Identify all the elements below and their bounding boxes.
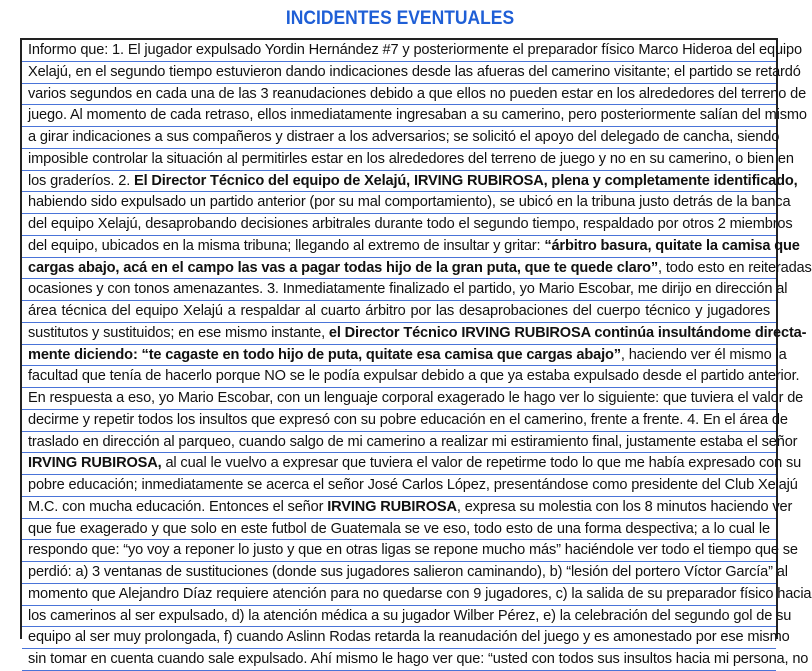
text-segment: , todo esto en reiteradas <box>658 259 812 276</box>
text-segment: En respuesta a eso, yo Mario Escobar, con un lenguaje corporal exagerado le hago ver lo siguiente: que tuviera el valor de <box>28 390 804 406</box>
text-segment: los camerinos al ser expulsado, d) la atención médica a su jugador Wilber Pérez, e) la celebración del segundo gol de su <box>28 607 792 624</box>
text-segment: momento que Alejandro Díaz requiere atención para no quedarse con 9 jugadores, c) la salida de su preparador físico hacia <box>28 585 812 602</box>
bold-text-segment: el Director Técnico IRVING RUBIROSA continúa insultándome directa- <box>328 324 807 341</box>
text-line <box>22 366 800 388</box>
text-segment: del equipo, ubicados en la misma tribuna; llegando al extremo de insultar y gritar: <box>28 237 545 254</box>
text-segment: sin tomar en cuenta cuando sale expulsado. Ahí mismo le hago ver que: “usted con todos sus insultos hacia mi persona, no <box>28 651 809 667</box>
text-segment: equipo al ser muy prolongada, f) cuando Aslinn Rodas retarda la reanudación del juego y es amonestado por ese mismo <box>28 629 790 646</box>
text-line <box>22 606 792 628</box>
text-line <box>22 171 798 193</box>
text-line <box>22 540 798 562</box>
text-line <box>22 519 776 541</box>
text-segment: ocasiones y con tonos amenazantes. 3. Inmediatamente finalizado el partido, yo Mario Escobar, me dirijo en dirección al <box>28 281 788 298</box>
text-line <box>22 62 801 84</box>
text-segment: facultad que tenía de hacerlo porque NO se le podía expulsar debido a que ya estaba expulsado desde el partido anterior. <box>28 368 800 385</box>
text-segment: sustitutos y sustituidos; en ese mismo instante, <box>28 324 329 341</box>
bold-text-segment: El Director Técnico del equipo de Xelajú, IRVING RUBIROSA, plena y completamente identificado, <box>134 172 798 189</box>
text-line <box>22 236 800 258</box>
text-segment: del equipo Xelajú, desaprobando decisiones arbitrales durante todo el segundo tiempo, respaldado por otros 2 miembros <box>28 216 793 232</box>
text-line <box>22 562 788 584</box>
text-segment: imposible controlar la situación al permitirles estar en los alrededores del terreno de juego y no en su camerino, o bien en <box>28 150 794 167</box>
bold-text-segment: cargas abajo, acá en el campo las vas a pagar todas hijo de la gran puta, que te quede claro” <box>28 259 659 276</box>
text-segment: habiendo sido expulsado un partido anterior (por su mal comportamiento), se ubicó en la tribuna justo detrás de la banca <box>28 194 791 211</box>
text-segment: respondo que: “yo voy a reponer lo justo y que en otras ligas se repone mucho más” haciéndole ver todo el tiempo que se <box>28 542 798 559</box>
text-segment: al cual le vuelvo a expresar que tuviera el valor de repetirme todo lo que me había expresado con su <box>161 455 802 472</box>
text-line <box>22 301 776 323</box>
text-segment: área técnica del equipo Xelajú a respaldar al cuarto árbitro por las desaprobaciones del cuerpo técnico y jugadores <box>28 303 770 319</box>
text-segment: decirme y repetir todos los insultos que expresó con su pobre educación en el camerino, frente a frente. 4. En el área de <box>28 411 788 428</box>
text-segment: que fue exagerado y que solo en este futbol de Guatemala se ve eso, todo esto de una forma despectiva; a lo cual le <box>28 520 770 537</box>
text-segment: , expresa su molestia con los 8 minutos haciendo ver <box>456 498 793 515</box>
text-segment: pobre educación; inmediatamente se acerca el señor José Carlos López, presentándose como presidente del Club Xelajú <box>28 477 798 493</box>
text-line <box>22 475 798 497</box>
text-segment: M.C. con mucha educación. Entonces el señor <box>28 498 328 515</box>
text-line <box>22 192 791 214</box>
text-segment: los graderíos. 2. <box>28 172 134 189</box>
text-line <box>22 497 793 519</box>
text-line <box>22 584 812 606</box>
bold-text-segment: IRVING RUBIROSA, <box>28 455 162 472</box>
text-segment: perdió: a) 3 ventanas de sustituciones (donde sus jugadores salieron caminando), b) “lesión del portero Víctor García” al <box>28 564 788 580</box>
text-segment: traslado en dirección al parqueo, cuando salgo de mi camerino a realizar mi estiramiento final, justamente estaba el señor <box>28 433 798 450</box>
text-line <box>22 323 807 345</box>
text-line <box>22 40 802 62</box>
text-segment: , haciendo ver él mismo la <box>620 346 787 363</box>
text-line <box>22 649 809 671</box>
text-segment: varios segundos en cada una de las 3 reanudaciones debido a que ellos no pueden estar en los alrededores del terreno de <box>28 85 807 102</box>
text-segment: juego. Al momento de cada retraso, ellos inmediatamente ingresaban a su camerino, pero posteriormente salían del mismo <box>28 107 807 124</box>
text-line <box>22 149 794 171</box>
text-line <box>22 345 787 367</box>
text-segment: a girar indicaciones a sus compañeros y distraer a los adversarios; se solicitó el apoyo del delegado de cancha, siendo <box>28 129 780 145</box>
text-line <box>22 432 798 454</box>
text-segment: Xelajú, en el segundo tiempo estuvieron dando indicaciones desde las afueras del camerino visitante; el partido se retardó <box>28 63 801 80</box>
text-line <box>22 105 807 127</box>
text-line <box>22 279 788 301</box>
text-line <box>22 84 807 106</box>
text-segment: Informo que: 1. El jugador expulsado Yordin Hernández #7 y posteriormente el preparador físico Marco Hideroa del equipo <box>28 42 802 58</box>
bold-text-segment: IRVING RUBIROSA <box>327 498 457 515</box>
text-line <box>22 453 802 475</box>
text-line <box>22 214 793 236</box>
text-line <box>22 258 812 280</box>
text-line <box>22 627 790 649</box>
document-title: INCIDENTES EVENTUALES <box>285 8 515 29</box>
text-line <box>22 127 780 149</box>
report-text-box <box>20 38 812 667</box>
text-line <box>22 388 804 410</box>
text-line <box>22 410 788 432</box>
bold-text-segment: mente diciendo: “te cagaste en todo hijo de puta, quitate esa camisa que cargas abajo” <box>28 346 621 363</box>
bold-text-segment: “árbitro basura, quitate la camisa que <box>544 237 800 254</box>
